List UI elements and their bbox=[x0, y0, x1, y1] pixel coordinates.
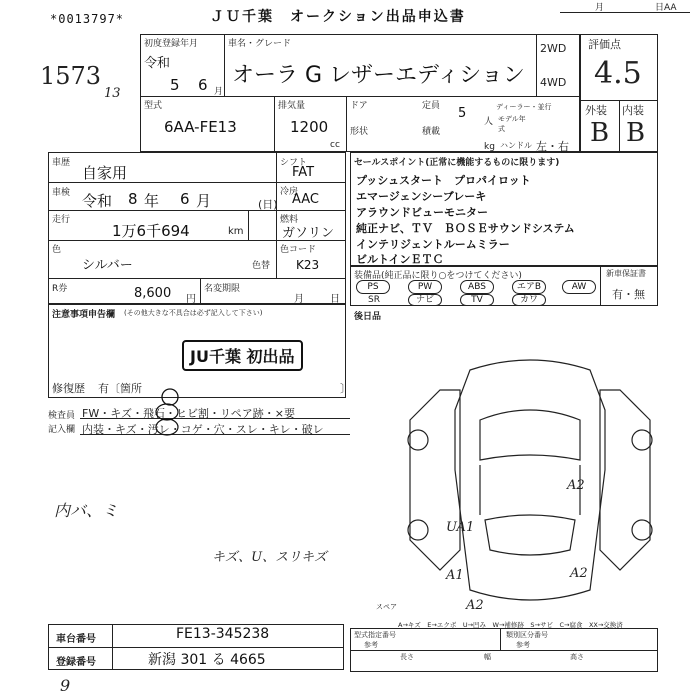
recycle-label: R券 bbox=[52, 284, 68, 294]
divider bbox=[140, 96, 580, 97]
sales-points-label: セールスポイント(正常に機能するものに限ります) bbox=[354, 158, 560, 168]
notes-label: 注意事項申告欄 bbox=[52, 310, 116, 320]
damage-mark: UA1 bbox=[446, 520, 475, 535]
dealer-label: ディーラー・並行 bbox=[496, 103, 552, 111]
divider bbox=[200, 278, 201, 304]
chassis-label: 車台番号 bbox=[56, 634, 96, 645]
doors-label: ドア bbox=[350, 101, 368, 111]
shift-value: FAT bbox=[292, 165, 315, 180]
chassis-value: FE13-345238 bbox=[176, 626, 270, 642]
model-year-label: モデル年式 bbox=[498, 115, 526, 133]
repair-value: 有〔箇所 bbox=[98, 382, 142, 395]
inspection-month: 6 bbox=[180, 190, 190, 208]
height-label: 高さ bbox=[570, 653, 584, 661]
drive-2wd: 2WD bbox=[540, 42, 567, 55]
drive-4wd: 4WD bbox=[540, 76, 567, 89]
handle-label: ハンドル bbox=[500, 141, 532, 150]
inspector-row-2: 内装・キズ・汚レ・コゲ・穴・スレ・キレ・破レ bbox=[82, 423, 324, 436]
recycle-value: 8,600 bbox=[134, 286, 172, 301]
lot-number: 1573 bbox=[40, 62, 102, 90]
color-value: シルバー bbox=[82, 258, 133, 273]
fuel-label: 燃料 bbox=[280, 215, 299, 225]
inspector-label-1: 検査員 bbox=[48, 411, 76, 421]
spare-label: スペア bbox=[376, 603, 397, 611]
divider bbox=[276, 152, 277, 278]
recycle-unit: 円 bbox=[186, 294, 196, 305]
equip-aw: AW bbox=[562, 280, 596, 294]
width-label: 幅 bbox=[484, 653, 491, 661]
inspector-label-2: 記入欄 bbox=[48, 425, 76, 435]
fuel-value: ガソリン bbox=[282, 226, 335, 241]
damage-legend: A→キズ E→エクボ U→凹み W→補修跡 S→サビ C→腐食 XX→交換済 bbox=[398, 621, 623, 629]
load-unit: kg bbox=[484, 142, 495, 152]
ac-label: 冷房 bbox=[280, 187, 299, 197]
form-title: ＪＵ千葉 オークション出品申込書 bbox=[210, 9, 466, 25]
inspection-month-unit: 月 bbox=[196, 192, 212, 210]
color-code-value: K23 bbox=[296, 258, 320, 272]
damage-mark: A2 bbox=[567, 478, 585, 493]
divider bbox=[619, 100, 620, 152]
sales-point-item: 純正ナビ、ＴＶ ＢＯＳＥサウンドシステム bbox=[356, 222, 575, 235]
divider bbox=[248, 210, 249, 240]
lot-sub: 13 bbox=[104, 86, 121, 101]
handwritten-note-2: キズ、U、スリキズ bbox=[212, 550, 327, 565]
damage-mark: A2 bbox=[570, 566, 588, 581]
int-grade: B bbox=[626, 118, 646, 148]
first-reg-year: 5 bbox=[170, 76, 180, 94]
equip-sr: SR bbox=[368, 295, 380, 305]
notes-sub: (その他大きな不具合は必ず記入して下さい) bbox=[124, 309, 263, 317]
ext-label: 外装 bbox=[585, 104, 607, 117]
equip-abs: ABS bbox=[460, 280, 494, 294]
first-reg-month: 6 bbox=[198, 76, 208, 94]
history-label: 車歴 bbox=[52, 158, 71, 168]
car-diagram bbox=[400, 350, 660, 620]
displacement-unit: cc bbox=[330, 140, 340, 150]
inspection-day-unit: (日) bbox=[258, 198, 278, 211]
car-name-label: 車名・グレード bbox=[228, 39, 292, 49]
equip-navi: ナビ bbox=[408, 294, 442, 306]
first-reg-month-unit: 月 bbox=[214, 87, 224, 97]
history-value: 自家用 bbox=[82, 164, 128, 182]
registration-value: 新潟 301 る 4665 bbox=[148, 652, 266, 668]
repair-close: 〕 bbox=[340, 382, 351, 395]
shift-label: シフト bbox=[280, 158, 308, 168]
color-label: 色 bbox=[52, 245, 62, 255]
displacement-value: 1200 bbox=[290, 118, 329, 136]
divider bbox=[112, 624, 113, 670]
capacity-label: 定員 bbox=[422, 101, 441, 111]
date-day: 日AA bbox=[655, 3, 677, 13]
ext-grade: B bbox=[590, 118, 610, 148]
handwritten-note-1: 内バ、ミ bbox=[54, 501, 119, 520]
sales-point-item: インテリジェントルームミラー bbox=[356, 238, 510, 251]
repair-label: 修復歴 bbox=[52, 382, 85, 395]
load-label: 積載 bbox=[422, 127, 441, 137]
class-ref-label: 参考 bbox=[516, 641, 530, 649]
header-rule bbox=[560, 12, 690, 13]
length-label: 長さ bbox=[400, 653, 414, 661]
inspection-era: 令和 bbox=[82, 192, 113, 210]
mileage-value: 1万6千694 bbox=[112, 222, 190, 240]
first-reg-label: 初度登録年月 bbox=[144, 39, 199, 49]
model-label: 型式 bbox=[144, 101, 163, 111]
equip-leather: カワ bbox=[512, 294, 546, 306]
inspection-year-unit: 年 bbox=[144, 192, 160, 210]
divider bbox=[48, 278, 346, 279]
grade-label: 評価点 bbox=[588, 38, 621, 51]
sales-point-item: エマージェンシーブレーキ bbox=[356, 190, 487, 203]
mileage-label: 走行 bbox=[52, 215, 71, 225]
name-change-day: 日 bbox=[330, 294, 340, 305]
mileage-unit: km bbox=[228, 226, 244, 237]
type-ref-label: 参考 bbox=[364, 641, 378, 649]
color-code-label: 色コード bbox=[280, 245, 317, 255]
model-value: 6AA-FE13 bbox=[164, 118, 237, 136]
divider bbox=[350, 650, 658, 651]
class-number-label: 類別区分番号 bbox=[506, 631, 548, 639]
rear-items-label: 後日品 bbox=[354, 312, 382, 322]
divider bbox=[536, 34, 537, 96]
grade-value: 4.5 bbox=[594, 56, 642, 91]
new-car-warranty-value: 有・無 bbox=[612, 288, 645, 301]
inspector-row-1: FW・キズ・飛石・ヒビ割・リペア跡・×要 bbox=[82, 407, 295, 420]
shape-label: 形状 bbox=[350, 127, 369, 137]
equip-ps: PS bbox=[356, 280, 390, 294]
handle-value: 左・右 bbox=[536, 140, 569, 153]
divider bbox=[48, 647, 344, 648]
name-change-month: 月 bbox=[294, 294, 304, 305]
circle-mark bbox=[154, 417, 180, 437]
divider bbox=[600, 266, 601, 306]
divider bbox=[80, 418, 350, 419]
damage-mark: A1 bbox=[446, 568, 464, 583]
car-name-value: オーラ G レザーエディション bbox=[232, 63, 525, 88]
name-change-label: 名変期限 bbox=[204, 284, 241, 294]
sales-point-item: プッシュスタート プロパイロット bbox=[356, 174, 531, 187]
damage-mark: A2 bbox=[466, 598, 484, 613]
divider bbox=[80, 434, 350, 435]
divider bbox=[224, 34, 225, 96]
capacity-unit: 人 bbox=[484, 117, 494, 127]
inspection-label: 車検 bbox=[52, 188, 71, 198]
ac-value: AAC bbox=[292, 192, 319, 207]
equip-pw: PW bbox=[408, 280, 442, 294]
equipment-label: 装備品(純正品に限り○をつけてください) bbox=[354, 271, 522, 281]
equip-airbag: エアB bbox=[512, 280, 546, 294]
divider bbox=[500, 628, 501, 650]
equip-tv: TV bbox=[460, 294, 494, 306]
inspection-year: 8 bbox=[128, 190, 138, 208]
date-month: 月 bbox=[595, 3, 605, 13]
first-reg-era: 令和 bbox=[144, 56, 171, 71]
type-designation-label: 型式指定番号 bbox=[354, 631, 396, 639]
auction-stamp: JU千葉 初出品 bbox=[182, 340, 303, 371]
int-label: 内装 bbox=[622, 104, 644, 117]
sales-point-item: ビルトインＥＴＣ bbox=[356, 253, 444, 266]
displacement-label: 排気量 bbox=[278, 101, 306, 111]
registration-label: 登録番号 bbox=[56, 657, 96, 668]
footer-mark: 9 bbox=[60, 676, 71, 695]
new-car-warranty-label: 新車保証書 bbox=[606, 269, 646, 278]
capacity-value: 5 bbox=[458, 106, 467, 121]
sales-point-item: アラウンドビューモニター bbox=[356, 206, 488, 219]
serial-number: *0013797* bbox=[50, 12, 125, 26]
paint-change-label: 色替 bbox=[252, 261, 271, 271]
divider bbox=[346, 96, 347, 152]
divider bbox=[274, 96, 275, 152]
